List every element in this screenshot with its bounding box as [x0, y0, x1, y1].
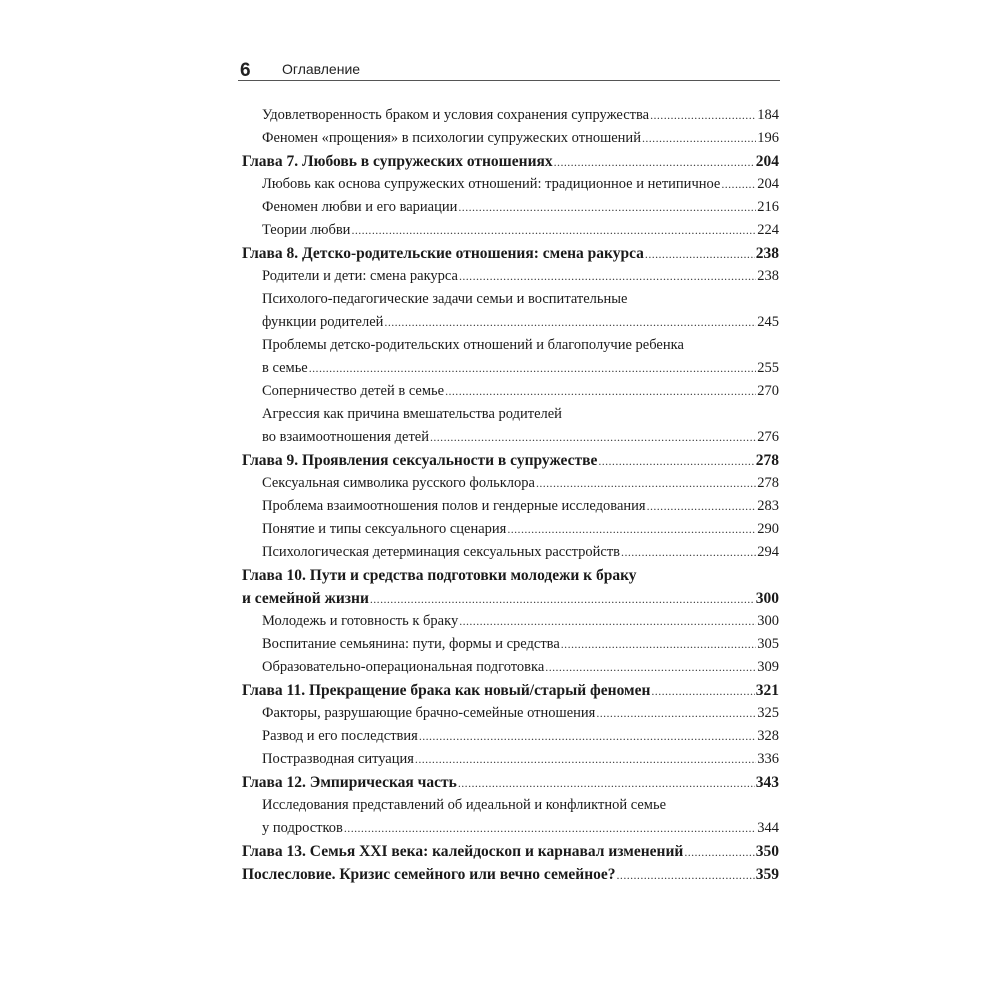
toc-entry-line — [262, 403, 779, 426]
dot-leader — [647, 495, 757, 518]
toc-page-number: 290 — [757, 521, 779, 537]
toc-entry-title: функции родителей — [262, 314, 384, 330]
toc-entry-line — [262, 219, 779, 242]
toc-page-number: 238 — [755, 245, 779, 262]
dot-leader — [370, 587, 755, 611]
toc-entry-line — [242, 679, 779, 703]
toc-entry-title: Глава 9. Проявления сексуальности в супружестве — [242, 452, 598, 469]
dot-leader — [621, 541, 756, 564]
toc-entry-title: Любовь как основа супружеских отношений: традиционное и нетипичное — [262, 176, 721, 192]
dot-leader — [384, 311, 756, 334]
toc-entry-title: Психолого-педагогические задачи семьи и воспитательные — [262, 291, 628, 307]
toc-page-number: 204 — [757, 176, 779, 192]
dot-leader — [459, 265, 756, 288]
toc-entry-line — [262, 495, 779, 518]
toc-entry-line — [262, 380, 779, 403]
dot-leader — [721, 173, 756, 196]
dot-leader — [459, 610, 756, 633]
dot-leader — [545, 656, 756, 679]
running-header — [238, 58, 780, 81]
toc-entry-title: Факторы, разрушающие брачно-семейные отношения — [262, 705, 596, 721]
page-number: 6 — [240, 60, 251, 81]
toc-page-number: 278 — [757, 475, 779, 491]
toc-page-number: 300 — [757, 613, 779, 629]
toc-page-number: 245 — [757, 314, 779, 330]
toc-chapter-entry[interactable] — [242, 840, 779, 863]
toc-entry-line — [242, 150, 779, 174]
toc-page-number: 305 — [757, 636, 779, 652]
toc-section-entry[interactable] — [242, 265, 779, 288]
toc-page-number: 216 — [757, 199, 779, 215]
toc-entry-title: Развод и его последствия — [262, 728, 418, 744]
toc-entry-title: Глава 12. Эмпирическая часть — [242, 774, 457, 791]
toc-entry-line — [262, 610, 779, 633]
toc-entry-line — [262, 173, 779, 196]
toc-page-number: 196 — [757, 130, 779, 146]
toc-entry-line — [262, 633, 779, 656]
toc-entry-title: Соперничество детей в семье — [262, 383, 445, 399]
toc-section-entry[interactable] — [242, 288, 779, 334]
toc-entry-line — [242, 449, 779, 473]
toc-entry-title: Глава 13. Семья XXI века: калейдоскоп и карнавал изменений — [242, 843, 684, 860]
toc-page-number: 276 — [757, 429, 779, 445]
toc-entry-title: Проблема взаимоотношения полов и гендерные исследования — [262, 498, 646, 514]
dot-leader — [651, 679, 754, 703]
dot-leader — [351, 219, 756, 242]
toc-entry-title: Проблемы детско-родительских отношений и благополучие ребенка — [262, 337, 684, 353]
toc-entry-line — [262, 426, 779, 449]
toc-entry-title: Глава 10. Пути и средства подготовки молодежи к браку — [242, 567, 637, 584]
dot-leader — [650, 104, 756, 127]
toc-section-entry[interactable] — [242, 610, 779, 633]
toc-page-number: 238 — [757, 268, 779, 284]
dot-leader — [554, 150, 755, 174]
dot-leader — [344, 817, 756, 840]
toc-entry-title: Родители и дети: смена ракурса — [262, 268, 458, 284]
toc-section-entry[interactable] — [242, 633, 779, 656]
toc-entry-title: Феномен любви и его вариации — [262, 199, 458, 215]
dot-leader — [430, 426, 756, 449]
dot-leader — [419, 725, 756, 748]
toc-chapter-entry[interactable] — [242, 863, 779, 886]
toc-chapter-entry[interactable] — [242, 679, 779, 702]
toc-entry-line — [262, 311, 779, 334]
toc-page-number: 270 — [757, 383, 779, 399]
toc-entry-title: Сексуальная символика русского фольклора — [262, 475, 535, 491]
toc-entry-title: Исследования представлений об идеальной и конфликтной семье — [262, 797, 667, 813]
toc-entry-line — [262, 725, 779, 748]
toc-section-entry[interactable] — [242, 495, 779, 518]
toc-entry-line — [262, 656, 779, 679]
toc-chapter-entry[interactable] — [242, 150, 779, 173]
toc-entry-line — [262, 748, 779, 771]
toc-section-entry[interactable] — [242, 794, 779, 840]
toc-section-entry[interactable] — [242, 725, 779, 748]
toc-entry-line — [242, 863, 779, 887]
dot-leader — [684, 840, 754, 864]
dot-leader — [415, 748, 756, 771]
toc-section-entry[interactable] — [242, 380, 779, 403]
dot-leader — [445, 380, 756, 403]
toc-entry-line — [262, 357, 779, 380]
toc-section-entry[interactable] — [242, 748, 779, 771]
toc-page-number: 343 — [755, 774, 779, 791]
toc-section-entry[interactable] — [242, 173, 779, 196]
toc-page-number: 255 — [757, 360, 779, 376]
toc-entry-line — [262, 104, 779, 127]
toc-entry-title: Послесловие. Кризис семейного или вечно семейное? — [242, 866, 616, 883]
toc-section-entry[interactable] — [242, 541, 779, 564]
toc-entry-title: Удовлетворенность браком и условия сохранения супружества — [262, 107, 650, 123]
dot-leader — [645, 242, 755, 266]
toc-section-entry[interactable] — [242, 334, 779, 380]
toc-section-entry[interactable] — [242, 472, 779, 495]
toc-page-number: 336 — [757, 751, 779, 767]
toc-chapter-entry[interactable] — [242, 564, 779, 610]
toc-page-number: 321 — [755, 682, 779, 699]
toc-entry-line — [242, 840, 779, 864]
toc-entry-title: Понятие и типы сексуального сценария — [262, 521, 507, 537]
dot-leader — [642, 127, 756, 150]
toc-entry-title: во взаимоотношения детей — [262, 429, 429, 445]
toc-page-number: 278 — [755, 452, 779, 469]
toc-entry-title: Психологическая детерминация сексуальных расстройств — [262, 544, 621, 560]
toc-page-number: 283 — [757, 498, 779, 514]
toc-entry-line — [262, 702, 779, 725]
table-of-contents — [242, 104, 779, 886]
dot-leader — [596, 702, 756, 725]
toc-entry-line — [242, 587, 779, 611]
dot-leader — [598, 449, 754, 473]
toc-entry-line — [242, 564, 779, 587]
toc-entry-line — [242, 242, 779, 266]
toc-entry-title: Феномен «прощения» в психологии супружеских отношений — [262, 130, 641, 146]
toc-page-number: 184 — [757, 107, 779, 123]
toc-entry-title: Теории любви — [262, 222, 351, 238]
toc-entry-line — [242, 771, 779, 795]
toc-chapter-entry[interactable] — [242, 449, 779, 472]
dot-leader — [536, 472, 756, 495]
toc-entry-title: Воспитание семьянина: пути, формы и средства — [262, 636, 560, 652]
toc-page-number: 309 — [757, 659, 779, 675]
dot-leader — [617, 863, 755, 887]
toc-entry-title: Глава 11. Прекращение брака как новый/старый феномен — [242, 682, 651, 699]
toc-section-entry[interactable] — [242, 518, 779, 541]
toc-section-entry[interactable] — [242, 702, 779, 725]
toc-entry-title: у подростков — [262, 820, 343, 836]
toc-chapter-entry[interactable] — [242, 242, 779, 265]
toc-section-entry[interactable] — [242, 104, 779, 127]
dot-leader — [458, 196, 756, 219]
toc-entry-line — [262, 472, 779, 495]
dot-leader — [309, 357, 757, 380]
toc-page-number: 204 — [755, 153, 779, 170]
toc-chapter-entry[interactable] — [242, 771, 779, 794]
toc-page-number: 344 — [757, 820, 779, 836]
toc-entry-line — [262, 288, 779, 311]
toc-entry-line — [262, 817, 779, 840]
toc-section-entry[interactable] — [242, 403, 779, 449]
toc-entry-line — [262, 794, 779, 817]
toc-section-entry[interactable] — [242, 656, 779, 679]
toc-entry-line — [262, 127, 779, 150]
toc-page-number: 300 — [755, 590, 779, 607]
toc-page-number: 224 — [757, 222, 779, 238]
toc-entry-title: Образовательно-операциональная подготовка — [262, 659, 545, 675]
toc-section-entry[interactable] — [242, 196, 779, 219]
toc-entry-title: Молодежь и готовность к браку — [262, 613, 459, 629]
toc-entry-line — [262, 518, 779, 541]
toc-entry-line — [262, 541, 779, 564]
toc-page-number: 328 — [757, 728, 779, 744]
toc-page-number: 325 — [757, 705, 779, 721]
toc-entry-title: и семейной жизни — [242, 590, 369, 607]
toc-entry-title: Агрессия как причина вмешательства родителей — [262, 406, 562, 422]
toc-section-entry[interactable] — [242, 127, 779, 150]
dot-leader — [561, 633, 756, 656]
header-title: Оглавление — [282, 61, 361, 77]
toc-page-number: 359 — [755, 866, 779, 883]
toc-entry-title: в семье — [262, 360, 308, 376]
toc-entry-line — [262, 265, 779, 288]
toc-entry-line — [262, 334, 779, 357]
toc-entry-title: Глава 8. Детско-родительские отношения: смена ракурса — [242, 245, 644, 262]
toc-page-number: 350 — [755, 843, 779, 860]
dot-leader — [507, 518, 756, 541]
toc-page-number: 294 — [757, 544, 779, 560]
toc-entry-title: Глава 7. Любовь в супружеских отношениях — [242, 153, 553, 170]
toc-section-entry[interactable] — [242, 219, 779, 242]
toc-entry-line — [262, 196, 779, 219]
toc-entry-title: Постразводная ситуация — [262, 751, 414, 767]
dot-leader — [458, 771, 755, 795]
